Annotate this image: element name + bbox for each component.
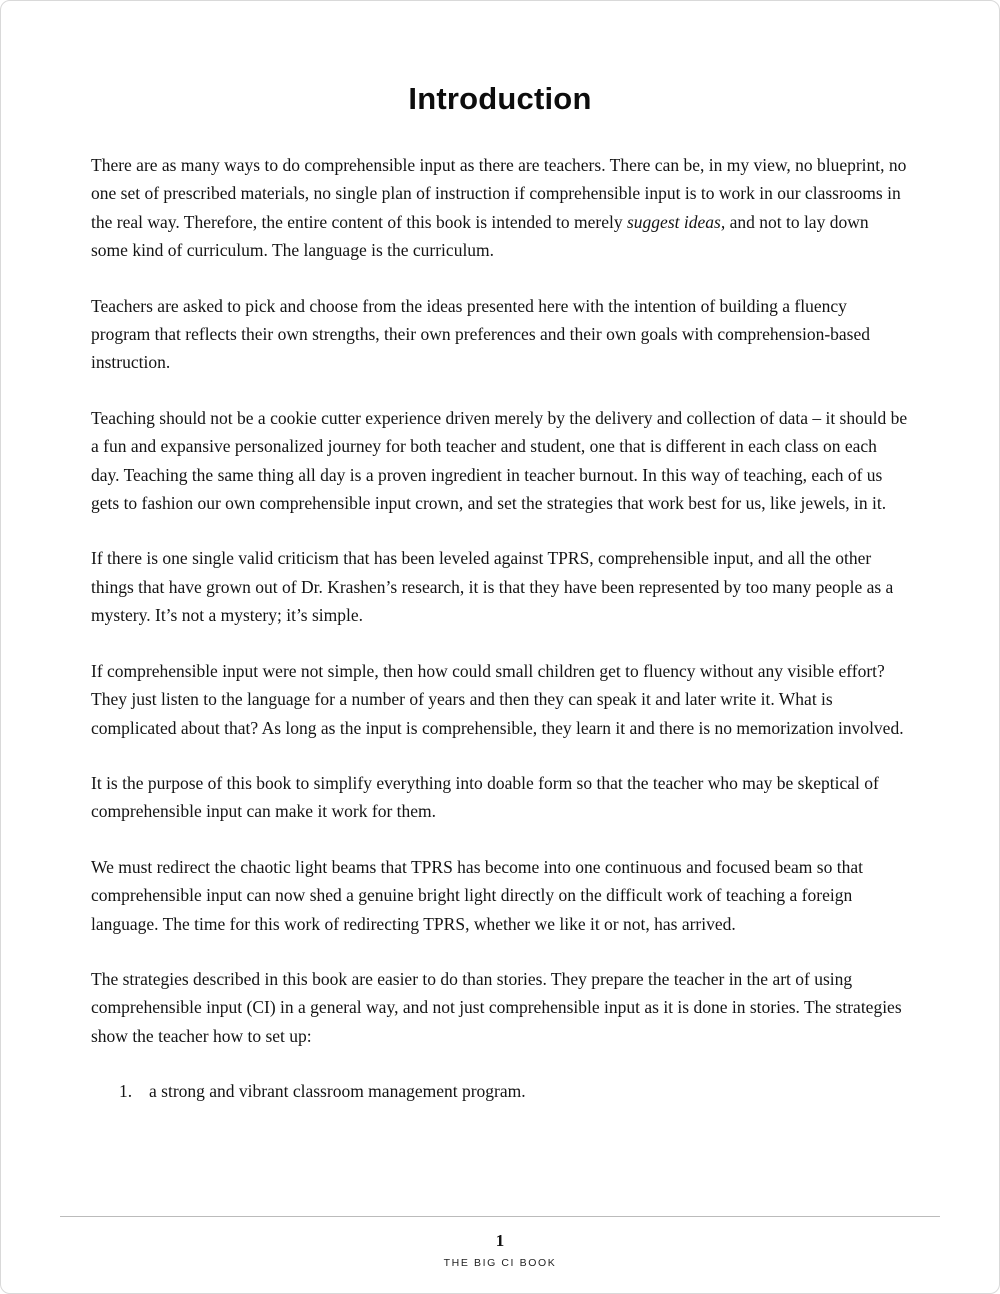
book-title: THE BIG CI BOOK bbox=[443, 1257, 557, 1269]
page-footer bbox=[1, 1216, 999, 1269]
paragraph-intro-italic: suggest ideas, bbox=[627, 211, 726, 232]
paragraph-purpose: It is the purpose of this book to simplify everything into doable form so that the teacher who may be skeptical of comprehensible input can make it work for them. bbox=[91, 772, 879, 822]
list-item-number: 1. bbox=[119, 1081, 133, 1102]
paragraph-intro-after: and not to lay down some kind of curriculum. The language is the curriculum. bbox=[91, 211, 869, 261]
list-item-text: a strong and vibrant classroom management program. bbox=[149, 1081, 526, 1102]
paragraph-teachers-pick: Teachers are asked to pick and choose from the ideas presented here with the intention of building a fluency program that reflects their own strengths, their own preferences and their own goals with comprehension-based instruction. bbox=[91, 295, 870, 373]
paragraph-intro bbox=[91, 151, 909, 265]
list-item bbox=[91, 1077, 909, 1105]
page-number: 1 bbox=[495, 1231, 505, 1250]
paragraph-intro-before: There are as many ways to do comprehensible input as there are teachers. There can be, in my view, no blueprint, no one set of prescribed materials, no single plan of instruction if comprehensible input is to work in our classrooms in the real way. Therefore, the entire content of this book is intended to merely bbox=[91, 155, 907, 232]
page-title: Introduction bbox=[408, 81, 592, 116]
paragraph-simple-input: If comprehensible input were not simple, then how could small children get to fluency without any visible effort? They just listen to the language for a number of years and then they can speak it and later write it. What is complicated about that? As long as the input is comprehensible, they learn it and there is no memorization involved. bbox=[91, 660, 904, 738]
paragraph-light-beams: We must redirect the chaotic light beams that TPRS has become into one continuous and focused beam so that comprehensible input can now shed a genuine bright light directly on the difficult work of teaching a foreign language. The time for this work of redirecting TPRS, whether we like it or not, has arrived. bbox=[91, 856, 863, 934]
paragraph-cookie-cutter: Teaching should not be a cookie cutter experience driven merely by the delivery and collection of data – it should be a fun and expansive personalized journey for both teacher and student, one that is different in each class on each day. Teaching the same thing all day is a proven ingredient in teacher burnout. In this way of teaching, each of us gets to fashion our own comprehensible input crown, and set the strategies that work best for us, like jewels, in it. bbox=[91, 407, 908, 514]
paragraph-strategies: The strategies described in this book are easier to do than stories. They prepare the teacher in the art of using comprehensible input (CI) in a general way, and not just comprehensible input as it is done in stories. The strategies show the teacher how to set up: bbox=[91, 968, 902, 1046]
numbered-list bbox=[91, 1077, 909, 1105]
footer-divider bbox=[60, 1216, 940, 1217]
paragraph-criticism: If there is one single valid criticism that has been leveled against TPRS, comprehensible input, and all the other things that have grown out of Dr. Krashen’s research, it is that they have been represented by too many people as a mystery. It’s not a mystery; it’s simple. bbox=[91, 548, 894, 626]
